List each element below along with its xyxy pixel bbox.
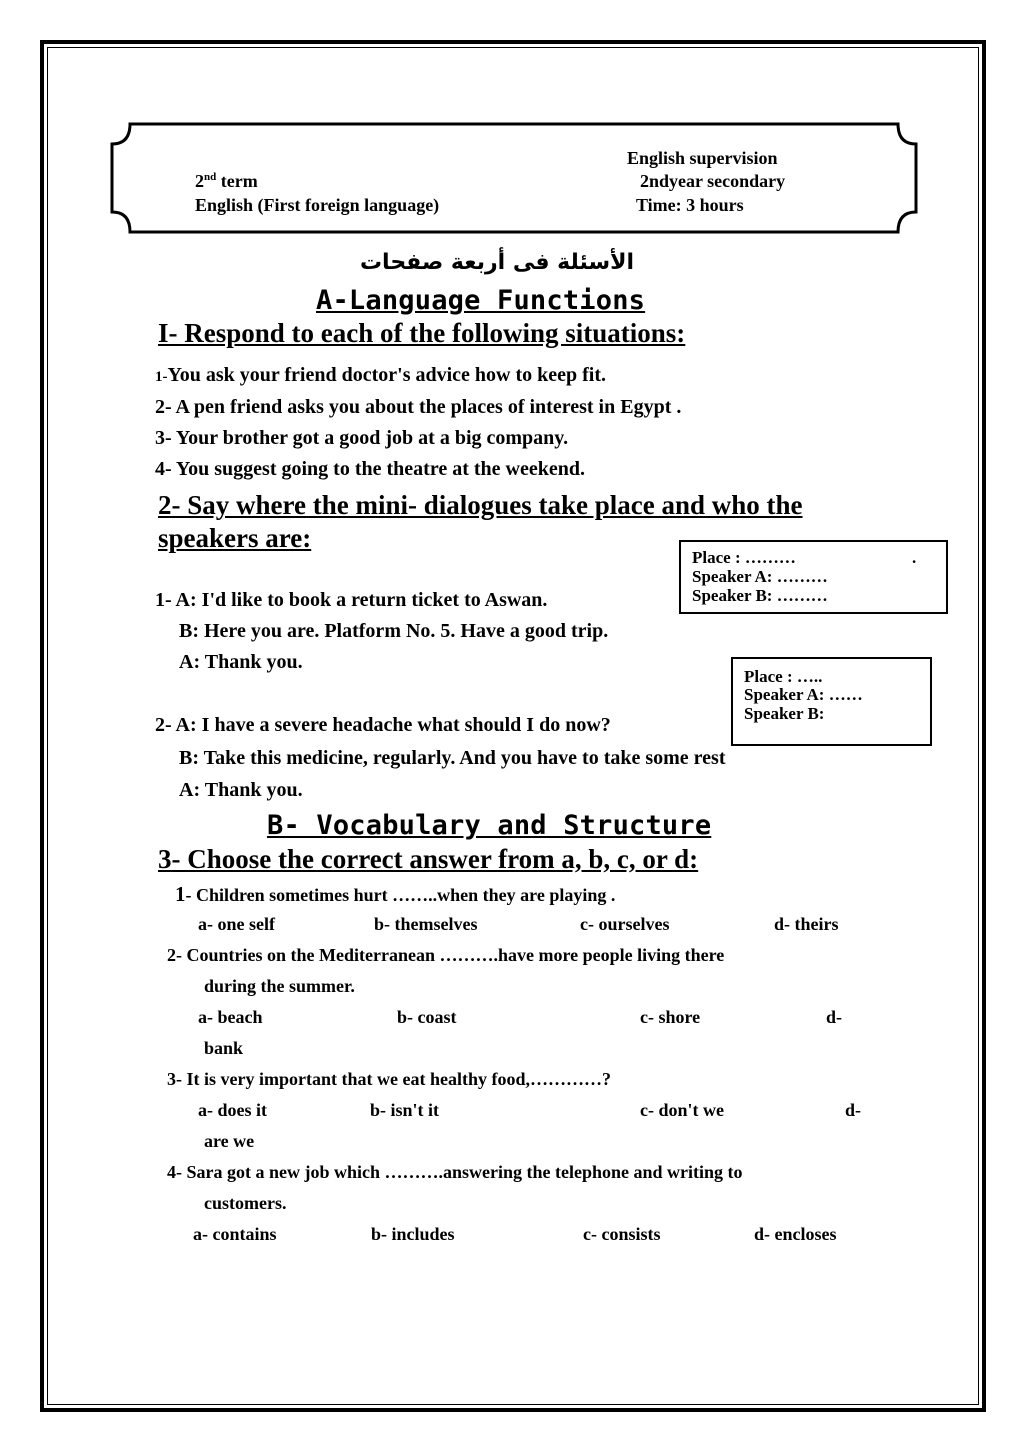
box1-speaker-b: Speaker B: ……… [692, 586, 828, 605]
box1-speaker-a: Speaker A: ……… [692, 567, 828, 586]
q1-item-1: 1-You ask your friend doctor's advice how to keep fit. [155, 364, 607, 386]
q3-item-1-option-d: d- theirs [774, 914, 839, 934]
q3-item-1-option-b: b- themselves [374, 914, 478, 934]
section-a-title: A-Language Functions [316, 285, 646, 316]
q3-item-4-option-c: c- consists [583, 1224, 661, 1244]
answer-box-1 [679, 540, 948, 614]
box2-speaker-a: Speaker A: …… [744, 685, 863, 704]
q3-item-4-option-d: d- encloses [754, 1224, 837, 1244]
answer-box-2 [731, 657, 932, 746]
box2-place: Place : ….. [744, 667, 823, 686]
q3-item-1: 1- Children sometimes hurt ……..when they are playing . [175, 882, 616, 906]
q3-item-4-option-b: b- includes [371, 1224, 455, 1244]
q3-item-2-option-b: b- coast [397, 1007, 457, 1027]
q3-item-3-option-d-text: are we [204, 1131, 255, 1151]
q3-item-2: 2- Countries on the Mediterranean ……….have more people living there [167, 945, 725, 965]
box2-speaker-b: Speaker B: [744, 704, 825, 723]
dialogue1-line3: A: Thank you. [179, 651, 303, 673]
q3-item-2-option-c: c- shore [640, 1007, 701, 1027]
q1-item-4: 4- You suggest going to the theatre at the weekend. [155, 458, 585, 480]
q3-item-2-option-d: d- [826, 1007, 843, 1027]
header-time: Time: 3 hours [636, 195, 744, 215]
dialogue2-line1: 2- A: I have a severe headache what should I do now? [155, 714, 611, 736]
q3-item-1-option-a: a- one self [198, 914, 275, 934]
q3-item-2-option-d-text: bank [204, 1038, 244, 1058]
header-year: 2ndyear secondary [640, 171, 786, 191]
dialogue2-line2: B: Take this medicine, regularly. And you have to take some rest [179, 747, 726, 769]
q3-item-3-option-b: b- isn't it [370, 1100, 440, 1120]
q2-title-line1: 2- Say where the mini- dialogues take place and who the [158, 490, 803, 520]
q2-title-line2: speakers are: [158, 523, 312, 553]
q3-item-3: 3- It is very important that we eat healthy food,…………? [167, 1069, 611, 1089]
dialogue1-line2: B: Here you are. Platform No. 5. Have a good trip. [179, 620, 609, 642]
dialogue2-line3: A: Thank you. [179, 779, 303, 801]
q3-item-3-option-c: c- don't we [640, 1100, 724, 1120]
q1-item-2: 2- A pen friend asks you about the places of interest in Egypt . [155, 396, 682, 418]
q3-item-3-option-d: d- [845, 1100, 862, 1120]
q3-item-3-option-a: a- does it [198, 1100, 267, 1120]
q3-item-2-continuation: during the summer. [204, 976, 355, 996]
q3-item-2-option-a: a- beach [198, 1007, 263, 1027]
q3-item-4-option-a: a- contains [193, 1224, 277, 1244]
box1-place: Place : ……… [692, 548, 796, 567]
q3-title: 3- Choose the correct answer from a, b, c, or d: [158, 844, 699, 874]
header-supervision: English supervision [627, 148, 778, 168]
q3-item-4-continuation: customers. [204, 1193, 287, 1213]
q3-item-1-option-c: c- ourselves [580, 914, 670, 934]
q1-title: I- Respond to each of the following situations: [158, 318, 686, 348]
q3-item-4: 4- Sara got a new job which ……….answering the telephone and writing to [167, 1162, 743, 1182]
header-term: 2nd term [195, 171, 258, 191]
box1-dot: . [912, 548, 917, 567]
q1-item-3: 3- Your brother got a good job at a big company. [155, 427, 569, 449]
header-subject: English (First foreign language) [195, 195, 440, 215]
arabic-page-note: الأسئلة فى أربعة صفحات [359, 250, 634, 275]
section-b-title: B- Vocabulary and Structure [267, 810, 712, 841]
dialogue1-line1: 1- A: I'd like to book a return ticket to Aswan. [155, 589, 548, 611]
